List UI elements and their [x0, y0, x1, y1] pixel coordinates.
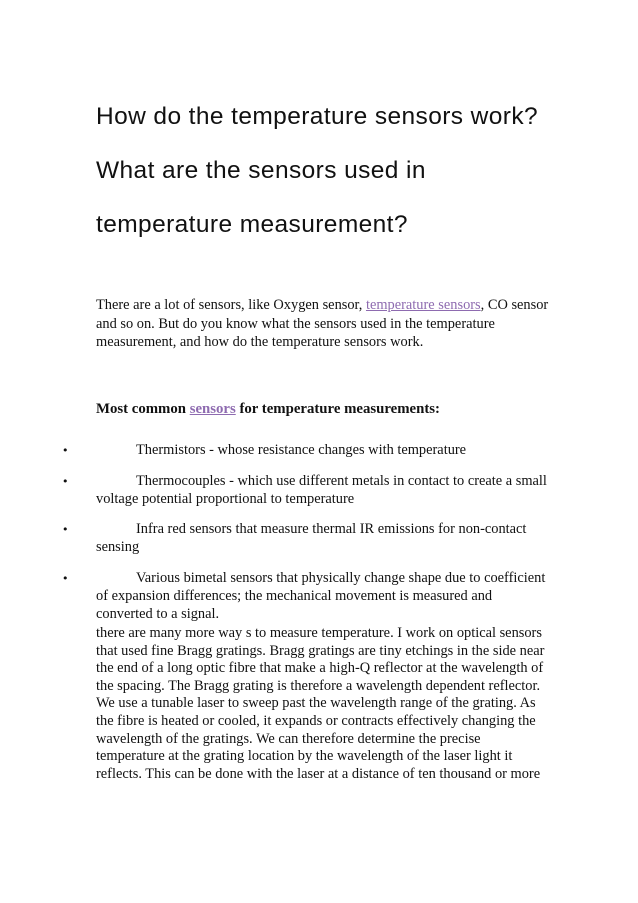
bullet-icon: •: [62, 444, 69, 457]
bullet-icon: •: [62, 571, 69, 585]
temperature-sensors-link[interactable]: temperature sensors: [365, 297, 481, 313]
list-item: [0, 473, 548, 509]
list-item-text: Thermistors - whose resistance changes with temperature: [136, 442, 467, 458]
list-item-text: Infra red sensors that measure thermal IR emissions for non-contact sensing: [96, 521, 527, 556]
list-item-text: Thermocouples - which use different metals in contact to create a small voltage potential proportional to temperature: [96, 472, 547, 507]
bullet-icon: •: [62, 523, 69, 537]
intro-paragraph: [96, 296, 556, 352]
subheading-text-start: Most common: [96, 401, 190, 417]
list-item: [0, 521, 548, 557]
list-item: [0, 442, 548, 460]
list-item: [0, 570, 548, 623]
bullet-icon: •: [62, 474, 69, 488]
section-subheading: [96, 400, 566, 419]
page-title: How do the temperature sensors work? What are the sensors used in temperature measurement?: [96, 103, 538, 238]
list-item-text: Various bimetal sensors that physically change shape due to coefficient of expansion differences; the mechanical movement is measured and converted to a signal.: [96, 569, 546, 622]
intro-text-end: , CO sensor and so on. But do you know what the sensors used in the temperature measurement, and how do the temperature sensors work.: [96, 297, 549, 351]
body-paragraph: there are many more way s to measure temperature. I work on optical sensors that used fine Bragg gratings. Bragg gratings are tiny etchings in the side near the end of a long optic fibre that make a high-Q reflector at the wavelength of the spacing. The Bragg grating is therefore a wavelength dependent reflector. We use a tunable laser to sweep past the wavelength range of the grating. As the fibre is heated or cooled, it expands or contracts effectively changing the wavelength of the gratings. We can therefore determine the precise temperature at the grating location by the wavelength of the laser light it reflects. This can be done with the laser at a distance of ten thousand or more: [96, 625, 545, 782]
sensors-link[interactable]: sensors: [189, 401, 236, 417]
subheading-text-end: for temperature measurements:: [235, 401, 440, 417]
intro-text-start: There are a lot of sensors, like Oxygen sensor,: [96, 297, 366, 313]
sensor-list: [0, 442, 638, 636]
